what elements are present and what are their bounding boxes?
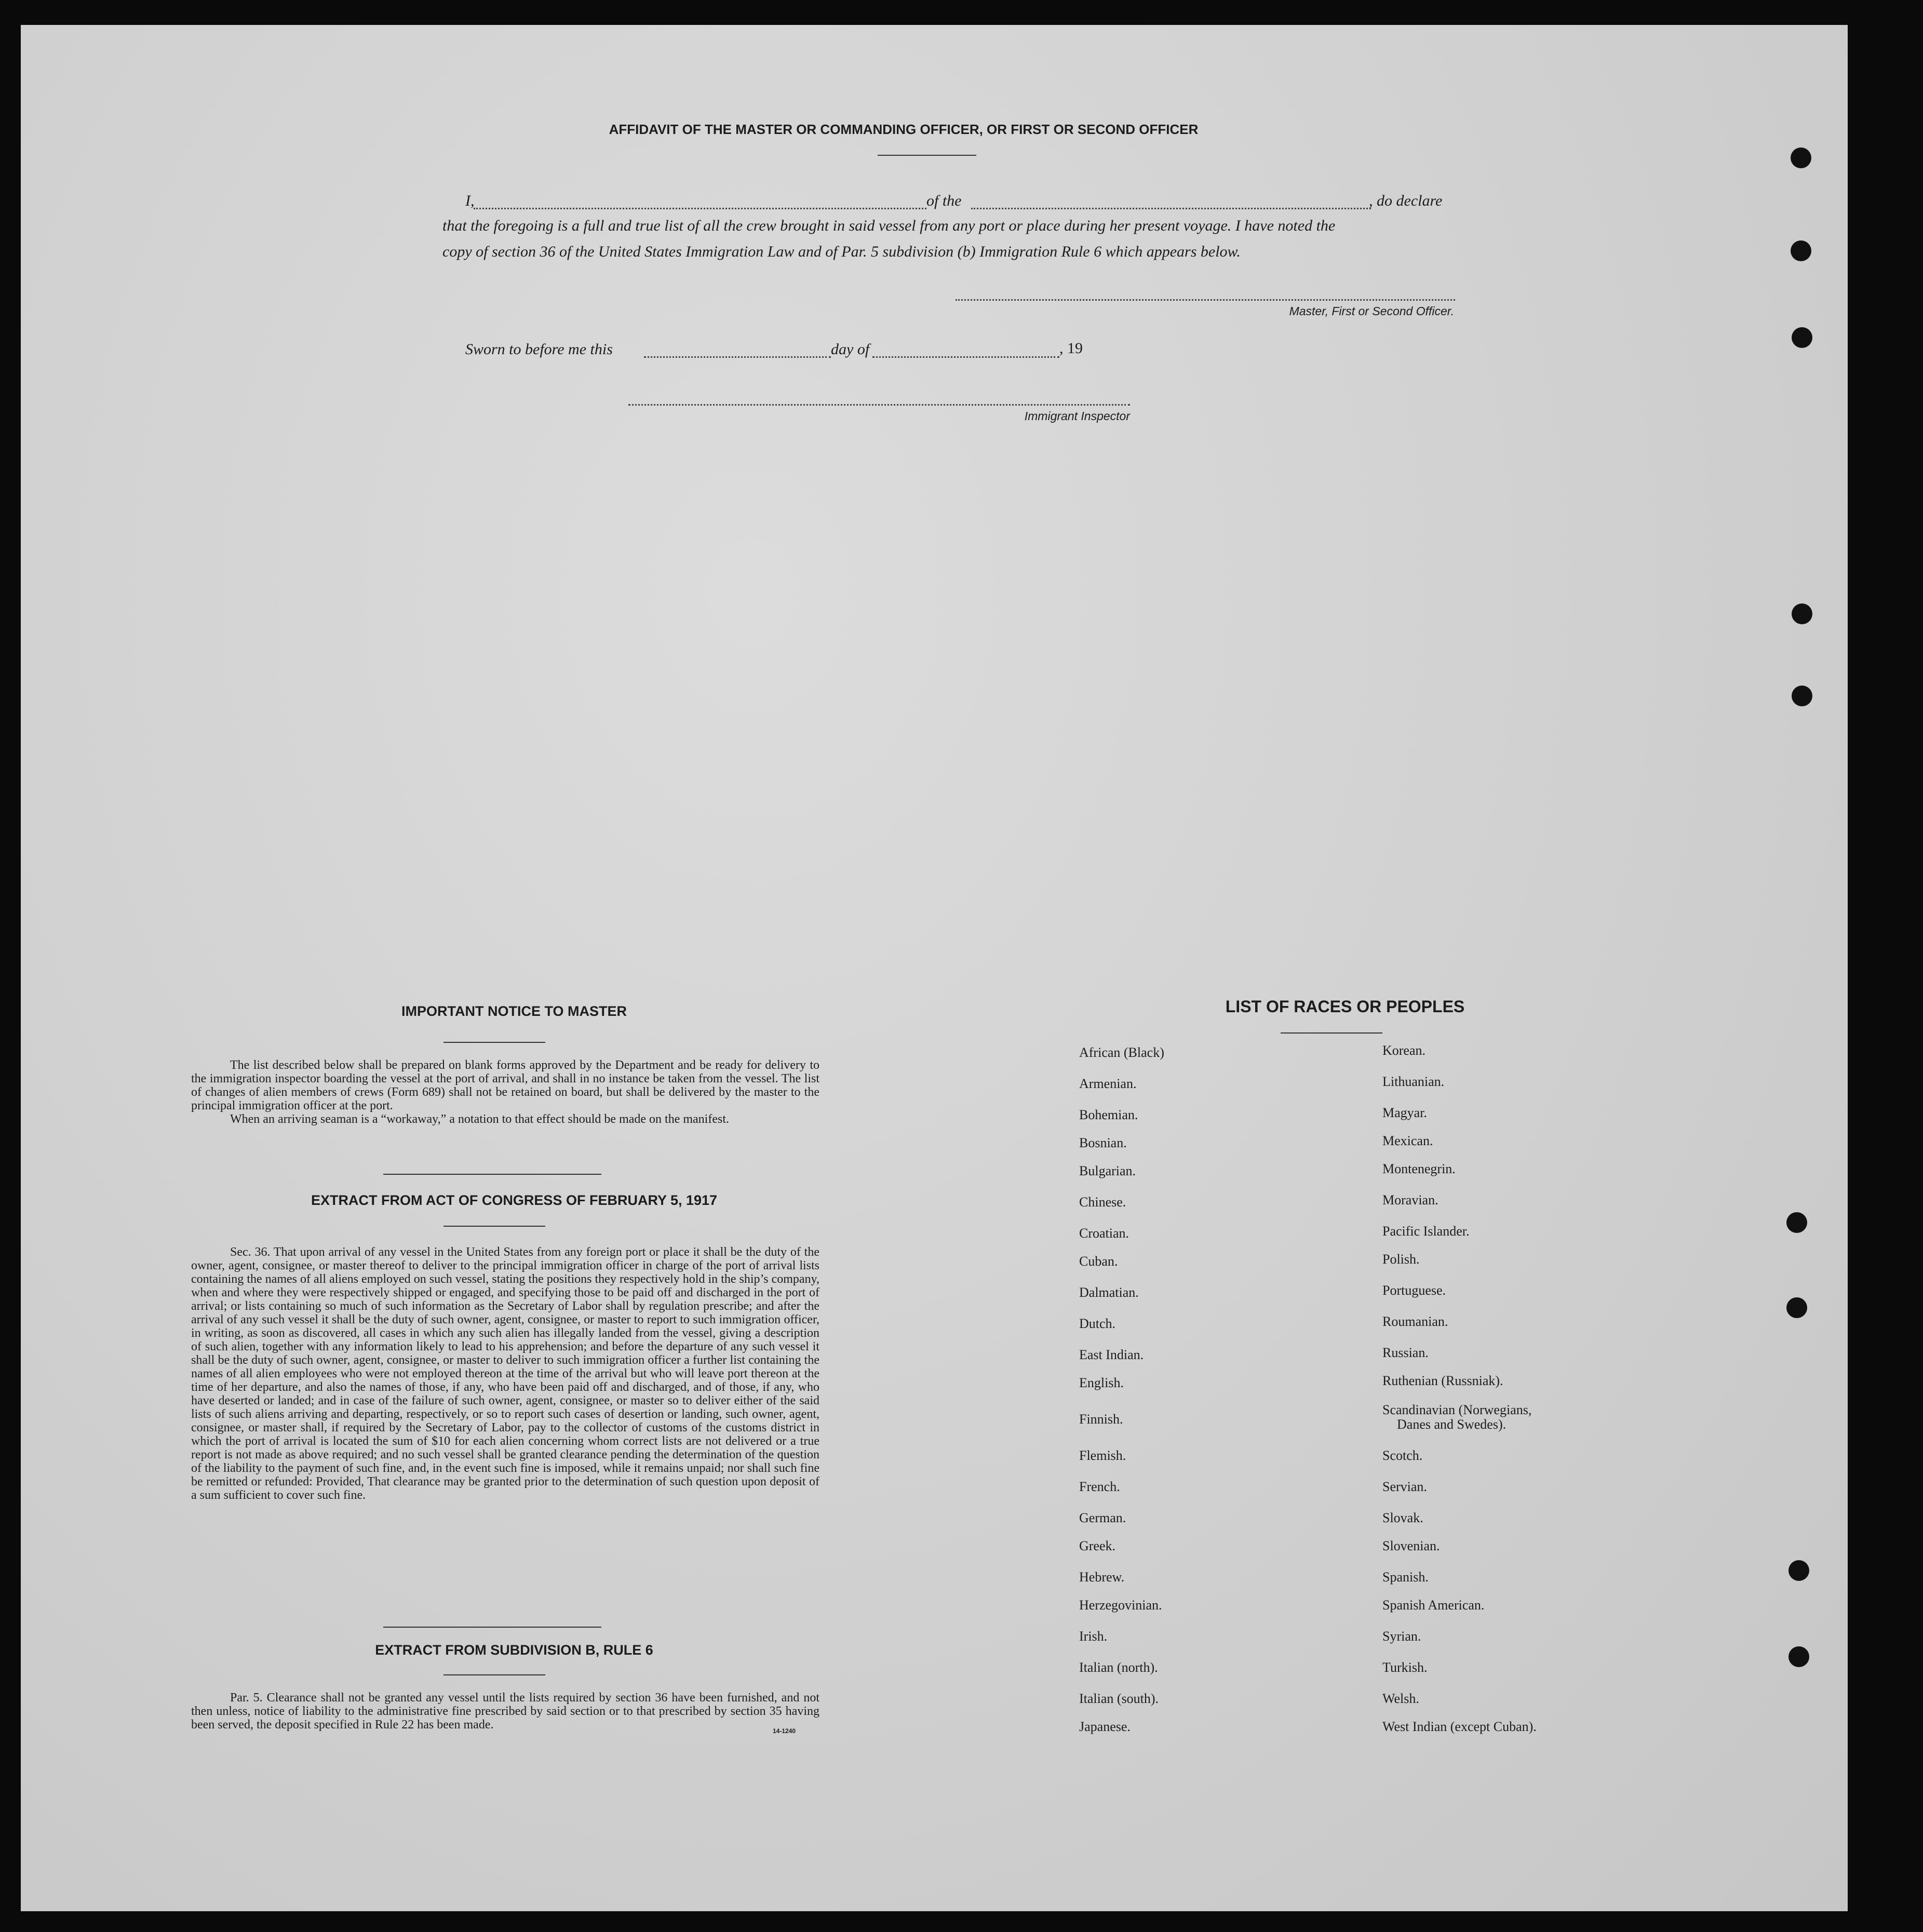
document-page	[21, 25, 1848, 1911]
race-item: Bulgarian.	[1079, 1163, 1136, 1178]
race-item: Ruthenian (Russniak).	[1382, 1373, 1503, 1388]
race-item: Portuguese.	[1382, 1283, 1446, 1298]
declarant-prefix: I,	[465, 192, 475, 209]
act-extract-title: EXTRACT FROM ACT OF CONGRESS OF FEBRUARY 5, 1917	[311, 1192, 718, 1208]
affidavit-title-rule	[878, 155, 976, 156]
race-item: Korean.	[1382, 1043, 1426, 1058]
race-item: Polish.	[1382, 1252, 1420, 1267]
race-item: African (Black)	[1079, 1045, 1164, 1060]
race-item: Finnish.	[1079, 1412, 1123, 1427]
race-item: English.	[1079, 1375, 1124, 1390]
race-item: French.	[1079, 1479, 1120, 1494]
notice-divider	[383, 1174, 601, 1175]
race-item: Dalmatian.	[1079, 1285, 1139, 1300]
punch-hole-1	[1791, 147, 1811, 168]
race-item: Spanish.	[1382, 1569, 1429, 1585]
race-item: Servian.	[1382, 1479, 1427, 1494]
race-item: Russian.	[1382, 1345, 1429, 1360]
inspector-label: Immigrant Inspector	[1024, 409, 1130, 423]
race-item: Magyar.	[1382, 1105, 1427, 1120]
race-item: Bohemian.	[1079, 1107, 1138, 1122]
race-item-continuation: Danes and Swedes).	[1397, 1417, 1507, 1432]
race-item: Chinese.	[1079, 1195, 1126, 1210]
officer-signature-label: Master, First or Second Officer.	[1289, 304, 1454, 318]
race-item: Montenegrin.	[1382, 1161, 1456, 1176]
act-section-36-paragraph: Sec. 36. That upon arrival of any vessel in the United States from any foreign port or place it shall be the duty of the owner, agent, consignee, or master thereof to deliver to the principal immigration officer in charge of the port of arrival lists containing the names of all aliens employed on such vessel, stating the positions they respectively hold in the ship’s company, when and where they were respectively shipped or engaged, and specifying those to be paid off and discharged in the port of arrival; or lists containing so much of such information as the Secretary of Labor shall by regulation prescribe; and after the arrival of any such vessel it shall be the duty of such owner, agent, consignee, or master to report to such immigration officer, in writing, as soon as discovered, all cases in which any such alien has illegally landed from the vessel, giving a description of such alien, together with any information likely to lead to his apprehension; and before the departure of any such vessel it shall be the duty of such owner, agent, consignee, or master to deliver to such immigration officer a further list containing the names of all alien employees who were not employed thereon at the time of the arrival but who will leave port thereon at the time of her departure, and also the names of those, if any, who have been paid off and discharged, and of those, if any, who have deserted or landed; and in case of the failure of such owner, agent, consignee, or master so to deliver either of the said lists of such aliens arriving and departing, respectively, or so to report such cases of desertion or landing, such owner, agent, consignee, or master shall, if required by the Secretary of Labor, pay to the collector of customs of the customs district in which the port of arrival is located the sum of $10 for each alien concerning whom correct lists are not delivered or a true report is not made as above required; and no such vessel shall be granted clearance pending the determination of the question of the liability to the payment of such fine, and, in the event such fine is imposed, while it remains unpaid; nor shall such fine be remitted or refunded: Provided, That clearance may be granted prior to the determination of such question upon deposit of a sum sufficient to cover such fine.	[191, 1245, 819, 1502]
race-item: Greek.	[1079, 1538, 1116, 1553]
punch-hole-8	[1788, 1560, 1809, 1581]
affidavit-title: AFFIDAVIT OF THE MASTER OR COMMANDING OFFICER, OR FIRST OR SECOND OFFICER	[609, 122, 1199, 137]
year-label: , 19	[1059, 340, 1083, 357]
race-item: Japanese.	[1079, 1719, 1131, 1734]
race-item: Moravian.	[1382, 1192, 1438, 1208]
declarant-name-line[interactable]	[474, 208, 926, 209]
form-number: 14-1240	[773, 1727, 796, 1735]
rule-par-5-paragraph: Par. 5. Clearance shall not be granted any vessel until the lists required by section 36 have been furnished, and not then unless, notice of liability to the administrative fine prescribed by said section or to that prescribed by section 35 having been served, the deposit specified in Rule 22 has been made.	[191, 1691, 819, 1732]
race-item: Turkish.	[1382, 1660, 1428, 1675]
vessel-name-line[interactable]	[971, 208, 1371, 209]
act-extract-divider	[383, 1627, 601, 1628]
race-item: Hebrew.	[1079, 1569, 1125, 1585]
inspector-signature-line[interactable]	[628, 404, 1130, 406]
race-item: Mexican.	[1382, 1133, 1433, 1148]
vessel-of-the-label: of the	[926, 192, 962, 209]
act-extract-title-rule	[443, 1226, 545, 1227]
rule-extract-title-rule	[443, 1674, 545, 1675]
notice-paragraph-1: The list described below shall be prepared on blank forms approved by the Department and be ready for delivery to the immigration inspector boarding the vessel at the port of arrival, and shall in no instance be taken from the vessel. The list of changes of alien members of crews (Form 689) shall not be retained on board, but shall be delivered by the master to the principal immigration officer at the port.	[191, 1058, 819, 1112]
race-item: Scandinavian (Norwegians,	[1382, 1402, 1532, 1417]
race-item: Spanish American.	[1382, 1598, 1485, 1613]
races-title-rule	[1281, 1032, 1382, 1034]
notice-title-rule	[443, 1042, 545, 1043]
race-item: Syrian.	[1382, 1629, 1421, 1644]
race-item: East Indian.	[1079, 1347, 1144, 1362]
race-item: Bosnian.	[1079, 1135, 1127, 1150]
race-item: Lithuanian.	[1382, 1074, 1445, 1089]
punch-hole-3	[1792, 327, 1812, 348]
rule-extract-title: EXTRACT FROM SUBDIVISION B, RULE 6	[375, 1642, 653, 1658]
punch-hole-2	[1791, 240, 1811, 261]
race-item: Armenian.	[1079, 1076, 1137, 1091]
day-of-label: day of	[831, 341, 870, 358]
race-item: Herzegovinian.	[1079, 1598, 1162, 1613]
sworn-month-line[interactable]	[872, 356, 1059, 358]
race-item: Scotch.	[1382, 1448, 1423, 1463]
rule-par-5-text	[191, 1691, 819, 1732]
sworn-day-line[interactable]	[644, 356, 831, 358]
race-item: West Indian (except Cuban).	[1382, 1719, 1537, 1734]
notice-title: IMPORTANT NOTICE TO MASTER	[401, 1003, 627, 1019]
affidavit-text-line2: that the foregoing is a full and true list of all the crew brought in said vessel from any port or place during her present voyage. I have noted the	[442, 217, 1336, 234]
race-item: Slovak.	[1382, 1510, 1423, 1525]
race-item: Flemish.	[1079, 1448, 1126, 1463]
race-item: Irish.	[1079, 1629, 1108, 1644]
races-title: LIST OF RACES OR PEOPLES	[1225, 997, 1465, 1016]
race-item: Roumanian.	[1382, 1314, 1448, 1329]
affidavit-text-line3: copy of section 36 of the United States Immigration Law and of Par. 5 subdivision (b) Immigration Rule 6 which appears below.	[442, 243, 1241, 260]
race-item: Welsh.	[1382, 1691, 1419, 1706]
race-item: Dutch.	[1079, 1316, 1116, 1331]
officer-signature-line[interactable]	[956, 299, 1455, 301]
race-item: German.	[1079, 1510, 1126, 1525]
punch-hole-6	[1786, 1212, 1807, 1233]
sworn-label: Sworn to before me this	[465, 341, 613, 358]
race-item: Croatian.	[1079, 1226, 1129, 1241]
race-item: Slovenian.	[1382, 1538, 1440, 1553]
notice-paragraph-2: When an arriving seaman is a “workaway,” a notation to that effect should be made on the manifest.	[230, 1112, 729, 1126]
declare-label: , do declare	[1369, 192, 1443, 209]
race-item: Cuban.	[1079, 1254, 1118, 1269]
punch-hole-9	[1788, 1646, 1809, 1667]
punch-hole-4	[1792, 603, 1812, 624]
act-section-36-text	[191, 1245, 819, 1502]
punch-hole-5	[1792, 686, 1812, 706]
punch-hole-7	[1786, 1297, 1807, 1318]
race-item: Italian (south).	[1079, 1691, 1159, 1706]
notice-body	[191, 1058, 819, 1126]
race-item: Italian (north).	[1079, 1660, 1158, 1675]
race-item: Pacific Islander.	[1382, 1224, 1470, 1239]
